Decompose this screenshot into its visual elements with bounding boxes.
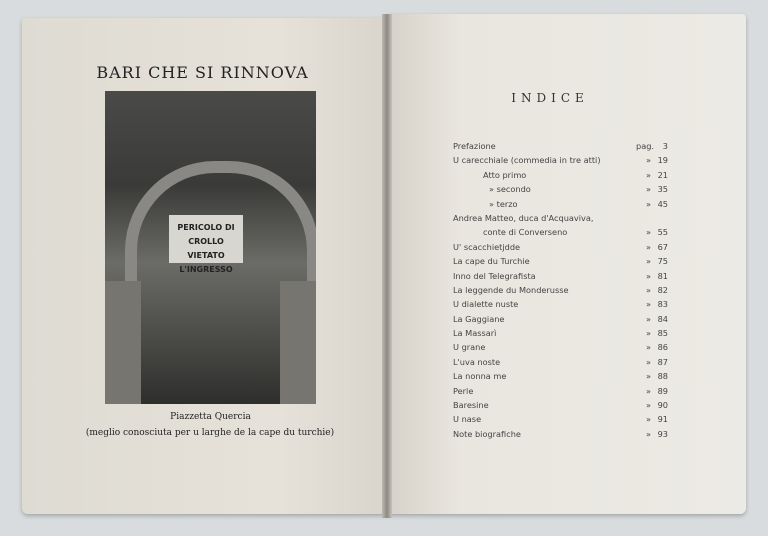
toc-row (453, 139, 668, 153)
toc-page: 86 (657, 342, 668, 353)
toc-mark: » (646, 328, 652, 339)
toc-row (453, 312, 668, 326)
toc-label: Baresine (453, 400, 489, 411)
toc-label: Inno del Telegrafista (453, 270, 536, 281)
toc-page: 90 (657, 400, 668, 411)
toc-mark: » (646, 313, 652, 324)
toc-page: 93 (657, 428, 668, 439)
toc-label: Note biografiche (453, 428, 521, 439)
toc-mark: » (646, 356, 652, 367)
toc-mark: » (646, 414, 652, 425)
toc-page: 67 (657, 241, 668, 252)
toc-label: La Gaggiane (453, 313, 505, 324)
toc-page: 91 (657, 414, 668, 425)
toc-row (453, 240, 668, 254)
toc-label: L'uva noste (453, 356, 501, 367)
toc-mark: » (646, 371, 652, 382)
toc-mark: pag. (636, 141, 655, 151)
sign-line-1: PERICOLO DI CROLLO (177, 223, 235, 246)
toc-row (453, 369, 668, 383)
toc-mark: » (646, 270, 652, 281)
toc-page: 75 (657, 256, 668, 267)
toc-row (453, 211, 668, 225)
toc-row (453, 427, 668, 441)
sign-line-2: VIETATO L'INGRESSO (179, 251, 233, 274)
toc-row (453, 283, 668, 297)
toc-mark: » (646, 241, 652, 252)
left-pillar (105, 281, 141, 404)
photo-piazzetta-quercia (105, 91, 316, 404)
toc-label: Atto primo (483, 169, 527, 180)
toc-label: La cape du Turchie (453, 256, 530, 267)
photo-caption-title: Piazzetta Quercia (170, 412, 251, 422)
toc-page: 45 (657, 198, 668, 209)
toc-row (453, 168, 668, 182)
toc-mark: » (646, 155, 652, 166)
toc-page: 83 (657, 299, 668, 310)
toc-mark: » (646, 400, 652, 411)
toc-page: 87 (657, 356, 668, 367)
toc-row (453, 297, 668, 311)
toc-label: Perle (453, 385, 474, 396)
toc-row (453, 254, 668, 268)
toc-row (453, 340, 668, 354)
toc-page: 35 (657, 184, 668, 195)
toc-mark: » (646, 184, 652, 195)
warning-sign (169, 215, 243, 274)
toc-page: 21 (657, 169, 668, 180)
toc-label: Prefazione (453, 141, 496, 151)
toc-page: 88 (657, 371, 668, 382)
toc-row (453, 326, 668, 340)
toc-row (453, 398, 668, 412)
toc-label: U dialette nuste (453, 299, 519, 310)
toc-mark: » (646, 342, 652, 353)
toc-label: La leggende du Monderusse (453, 284, 569, 295)
toc-label: » secondo (489, 184, 531, 195)
toc-mark: » (646, 299, 652, 310)
toc-row (453, 197, 668, 211)
right-pillar (280, 281, 316, 404)
toc-label: La Massarì (453, 328, 497, 339)
left-page-title: BARI CHE SI RINNOVA (96, 63, 309, 82)
toc-label: La nonna me (453, 371, 507, 382)
toc-row (453, 384, 668, 398)
toc-label: Andrea Matteo, duca d'Acquaviva, (453, 212, 594, 223)
toc-row (453, 269, 668, 283)
toc-mark: » (646, 385, 652, 396)
photo-caption-subtitle: (meglio conosciuta per u larghe de la cape du turchie) (85, 428, 335, 438)
toc-mark: » (646, 227, 652, 238)
toc-mark: » (646, 428, 652, 439)
toc-mark: » (646, 169, 652, 180)
toc-label: » terzo (489, 198, 518, 209)
toc-page: 81 (657, 270, 668, 281)
index-title: INDICE (511, 91, 589, 105)
toc-row (453, 412, 668, 426)
toc-row (453, 182, 668, 196)
table-of-contents (453, 139, 668, 441)
toc-page: 55 (657, 227, 668, 238)
toc-row (453, 153, 668, 167)
toc-label: U' scacchietjdde (453, 241, 521, 252)
toc-mark: » (646, 198, 652, 209)
toc-page: 3 (662, 141, 668, 151)
toc-page: 85 (657, 328, 668, 339)
toc-label: U grane (453, 342, 486, 353)
toc-page: 84 (657, 313, 668, 324)
book-spine (382, 14, 392, 518)
toc-page: 19 (657, 155, 668, 166)
toc-row (453, 225, 668, 239)
toc-mark: » (646, 256, 652, 267)
toc-page: 82 (657, 284, 668, 295)
toc-label: conte di Converseno (483, 227, 568, 238)
toc-page: 89 (657, 385, 668, 396)
toc-label: U carecchiale (commedia in tre atti) (453, 155, 601, 166)
toc-mark: » (646, 284, 652, 295)
toc-row (453, 355, 668, 369)
toc-label: U nase (453, 414, 482, 425)
